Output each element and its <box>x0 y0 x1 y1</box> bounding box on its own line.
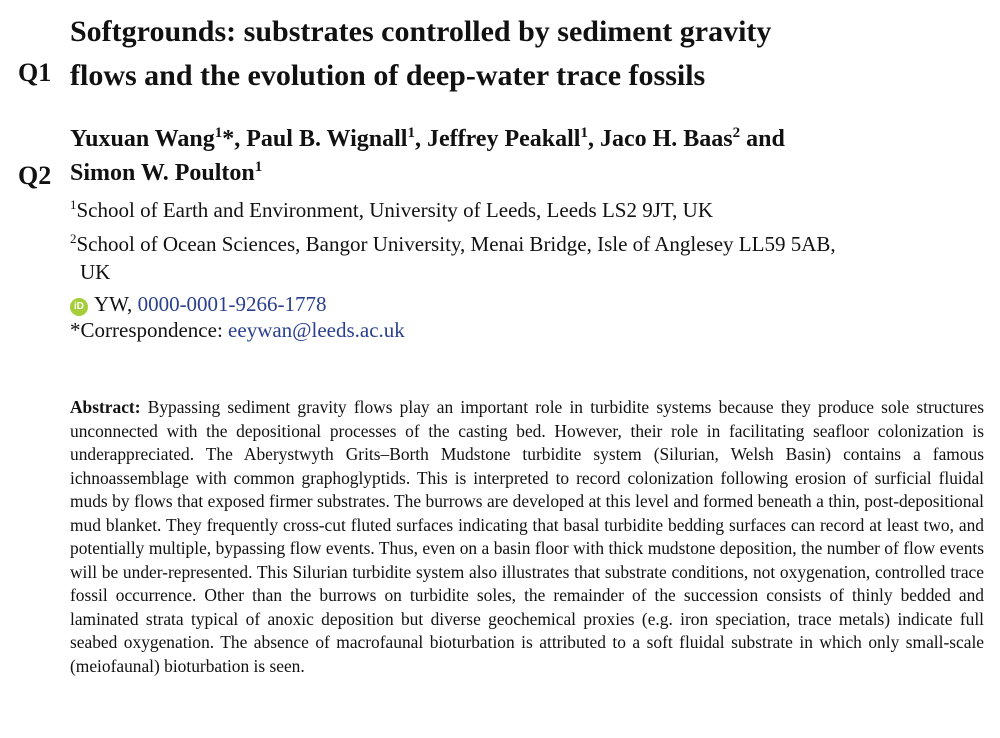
abstract-label: Abstract: <box>70 397 141 417</box>
author-name: Jaco H. Baas <box>599 126 733 152</box>
author-name: Simon W. Poulton <box>70 160 255 186</box>
author-name: Paul B. Wignall <box>246 126 408 152</box>
orcid-id-link[interactable]: 0000-0001-9266-1778 <box>137 292 327 316</box>
author-list <box>70 122 970 190</box>
affiliation-2-continued: UK <box>80 260 111 284</box>
query-marker-q1: Q1 <box>18 58 52 87</box>
affiliation-1 <box>70 196 970 224</box>
author-separator: and <box>740 126 785 152</box>
author-name: Jeffrey Peakall <box>426 126 581 152</box>
author-line-1 <box>70 122 970 156</box>
affiliation-text: School of Ocean Sciences, Bangor University, Menai Bridge, Isle of Anglesey LL59 5AB, <box>76 232 836 256</box>
correspondence-email-link[interactable]: eeywan@leeds.ac.uk <box>228 318 405 342</box>
author-affiliation-number: 1 <box>580 125 588 141</box>
author-affiliation-number: 1 <box>214 125 223 141</box>
author-separator: *, <box>222 126 247 152</box>
correspondence-label: *Correspondence: <box>70 318 223 342</box>
orcid-initials: YW, <box>94 292 133 316</box>
author-separator: , <box>587 126 600 152</box>
title-line-2: flows and the evolution of deep-water trace fossils <box>70 59 706 92</box>
author-line-2 <box>70 156 970 190</box>
abstract <box>70 396 984 678</box>
orcid-line <box>70 290 327 318</box>
title-line-1: Softgrounds: substrates controlled by sediment gravity <box>70 15 772 48</box>
author-separator: , <box>414 126 427 152</box>
author-affiliation-number: 1 <box>254 159 263 175</box>
orcid-icon: iD <box>70 298 88 316</box>
paper-title <box>70 10 970 98</box>
affiliations <box>70 196 970 286</box>
query-marker-q2: Q2 <box>18 161 52 190</box>
affiliation-text: School of Earth and Environment, University of Leeds, Leeds LS2 9JT, UK <box>76 198 713 222</box>
author-affiliation-number: 1 <box>407 125 415 141</box>
affiliation-2 <box>70 230 970 258</box>
author-affiliation-number: 2 <box>732 125 741 141</box>
affiliation-number: 1 <box>70 197 77 212</box>
correspondence-line <box>70 316 405 344</box>
author-name: Yuxuan Wang <box>70 126 215 152</box>
abstract-text: Bypassing sediment gravity flows play an important role in turbidite systems because they produce sole structures unconnected with the depositional processes of the casting bed. However, their role in facilitating seafloor colonization is underappreciated. The Aberystwyth Grits–Borth Mudstone turbidite system (Silurian, Welsh Basin) contains a famous ichnoassemblage with common graphoglyptids. This is interpreted to record colonization following erosion of surficial fluidal muds by flows that exposed firmer substrates. The burrows are developed at this level and formed beneath a thin, post-depositional mud blanket. They frequently cross-cut fluted surfaces indicating that basal turbidite bedding surfaces can record at least two, and potentially multiple, bypassing flow events. Thus, even on a basin floor with thick mudstone deposition, the number of flow events will be under-represented. This Silurian turbidite system also illustrates that substrate conditions, not oxygenation, controlled trace fossil occurrence. Other than the burrows on turbidite soles, the remainder of the succession consists of thinly bedded and laminated strata typical of anoxic deposition but diverse geochemical proxies (e.g. iron speciation, trace metals) indicate full seabed oxygenation. The absence of macrofaunal bioturbation is attributed to a soft fluidal substrate in which only small-scale (meiofaunal) bioturbation is seen. <box>70 397 984 676</box>
affiliation-number: 2 <box>70 231 77 246</box>
